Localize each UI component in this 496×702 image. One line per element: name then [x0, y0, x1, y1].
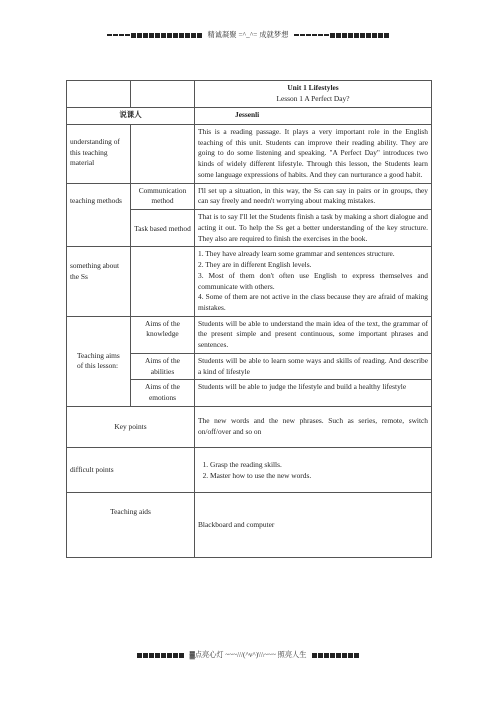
header-text: 精诚凝聚 =^_^= 成就梦想	[207, 31, 289, 39]
knowledge-aims-text: Students will be able to understand the main idea of the text, the grammar of the present simple and present continuous, some important phrases and sentences.	[195, 316, 432, 353]
list-item: 4. Some of them are not active in the class because they are afraid of making mistakes.	[198, 292, 428, 313]
lesson-plan-table	[66, 80, 432, 558]
lesson-subtitle: Lesson 1 A Perfect Day?	[276, 93, 350, 103]
presenter-name: Jessenli	[195, 108, 432, 125]
aids-row	[67, 492, 432, 557]
difficult-points-row	[67, 447, 432, 492]
communication-method-label: Communication method	[131, 183, 195, 209]
task-method-text: That is to say I'll let the Students finish a task by making a short dialogue and acting it out. To help the Ss get a better understanding of the key structure. They also are required to finish the exercises in the book.	[195, 210, 432, 247]
task-method-label: Task based method	[131, 210, 195, 247]
list-item: 1. Grasp the reading skills.	[210, 460, 428, 471]
key-points-text: The new words and the new phrases. Such as series, remote, switch on/off/over and so on	[195, 406, 432, 447]
list-item: 1. They have already learn some grammar and sentences structure.	[198, 249, 395, 259]
emotions-aims-label: Aims of the emotions	[131, 380, 195, 406]
key-points-row	[67, 406, 432, 447]
abilities-aims-text: Students will be able to learn some ways and skills of reading. And describe a kind of lifestyle	[195, 353, 432, 379]
abilities-aims-label: Aims of the abilities	[131, 353, 195, 379]
aims-row-knowledge	[67, 316, 432, 353]
difficult-points-label: difficult points	[67, 447, 195, 492]
students-list	[195, 247, 432, 316]
lesson-title	[195, 81, 432, 108]
material-text: This is a reading passage. It plays a very important role in the English teaching of this unit. Students can improve their reading ability. They are going to do some listening and speaking. "A Perfect Day" introduces two kinds of widely different lifestyle. Through this lesson, the Students learn some language expressions of habits. And they can nurturance a good habit.	[195, 125, 432, 184]
students-row	[67, 247, 432, 316]
material-label: understanding of this teaching material	[67, 125, 131, 184]
aids-label: Teaching aids	[67, 492, 195, 557]
emotions-aims-text: Students will be able to judge the lifestyle and build a healthy lifestyle	[195, 380, 432, 406]
methods-label: teaching methods	[67, 183, 131, 247]
communication-method-text: I'll set up a situation, in this way, the Ss can say in pairs or in groups, they can say freely and needn't worrying about making mistakes.	[195, 183, 432, 209]
students-label: something about the Ss	[67, 247, 131, 316]
list-item: 2. Master how to use the new words.	[210, 471, 428, 482]
footer-text: ▓点亮心灯 ~~~///(^v^)\\\~~~ 照亮人生	[189, 651, 307, 659]
methods-row-communication	[67, 183, 432, 209]
list-item: 3. Most of them don't often use English to express themselves and communicate with others.	[198, 270, 428, 291]
page-footer	[0, 650, 496, 660]
list-item: 2. They are in different English levels.	[198, 260, 312, 270]
header-dash	[107, 34, 112, 36]
unit-title: Unit 1 Lifestyles	[287, 83, 339, 92]
difficult-points-list	[195, 447, 432, 492]
page-header	[0, 30, 496, 40]
key-points-label: Key points	[67, 406, 195, 447]
material-row	[67, 125, 432, 184]
presenter-row	[67, 108, 432, 125]
aims-label: Teaching aims of this lesson:	[67, 316, 131, 406]
title-row	[67, 81, 432, 108]
knowledge-aims-label: Aims of the knowledge	[131, 316, 195, 353]
presenter-label: 说课人	[67, 108, 195, 125]
aids-text: Blackboard and computer	[195, 492, 432, 557]
